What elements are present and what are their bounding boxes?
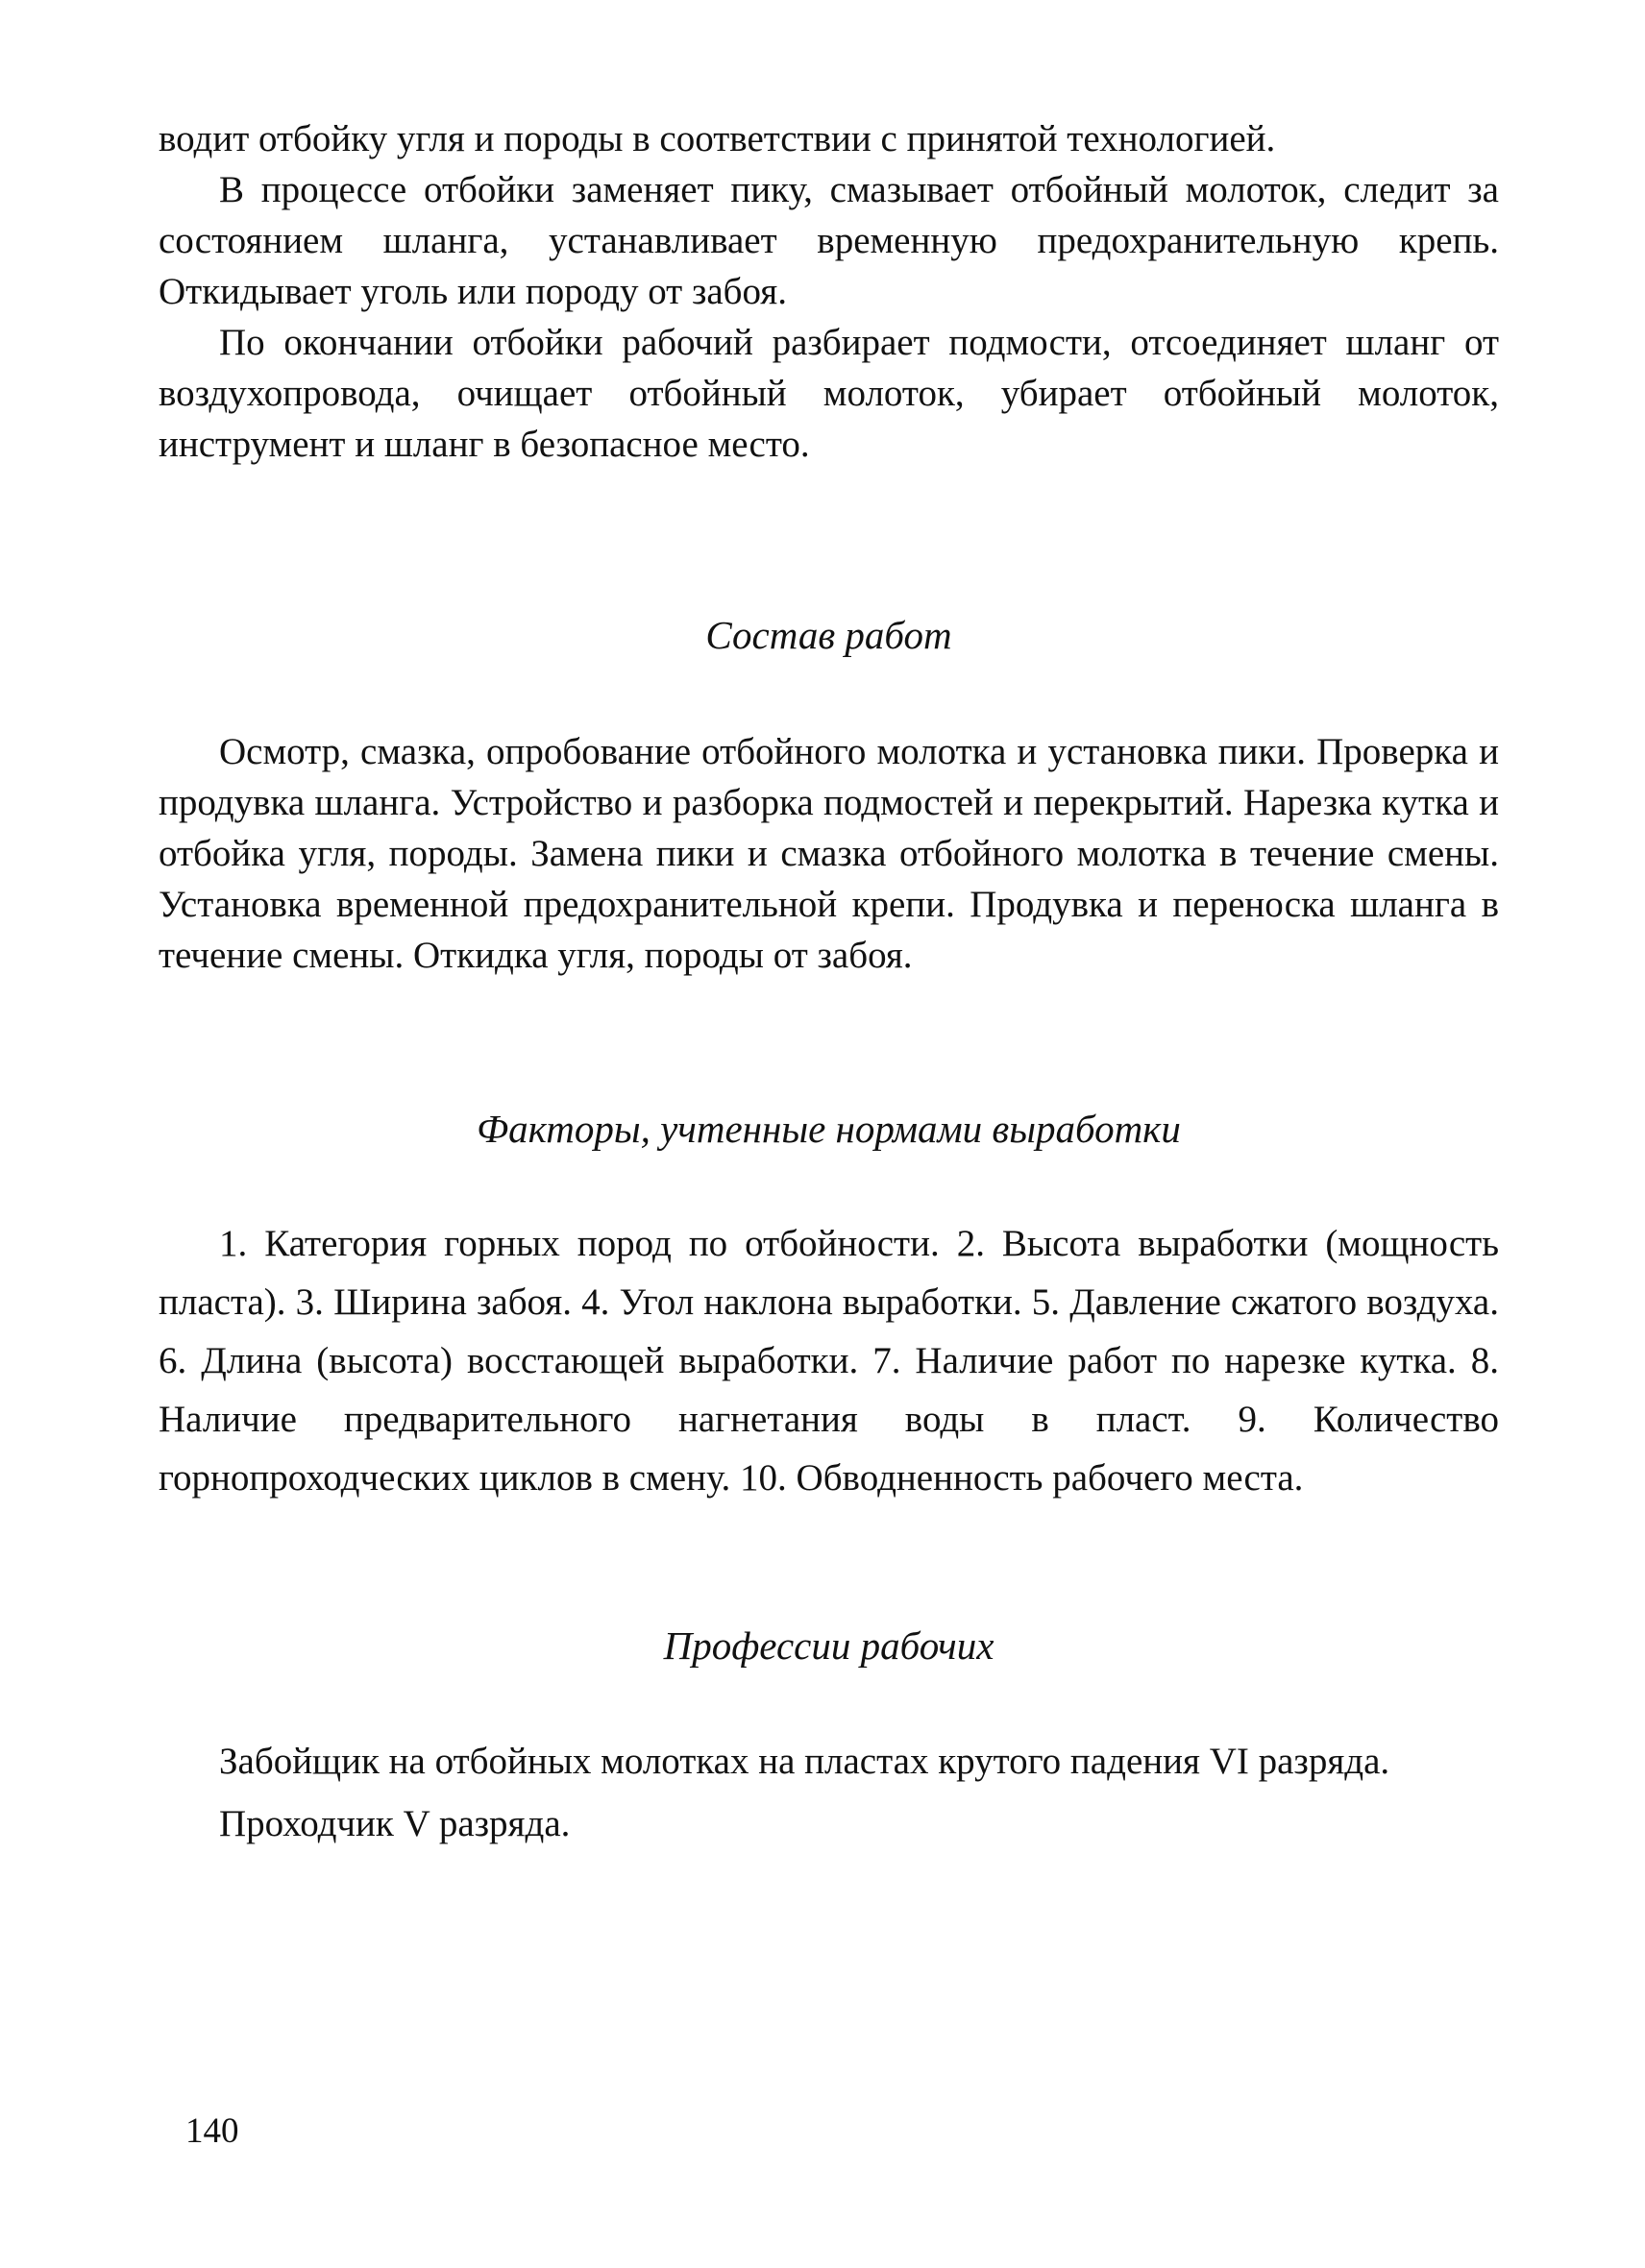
profession-item-miner: Забойщик на отбойных молотках на пластах крутого падения VI разряда.: [219, 1741, 1390, 1782]
paragraph-composition: Осмотр, смазка, опробование отбойного молотка и установка пики. Проверка и продувка шланга. Устройство и разборка подмостей и перекрытий. Нарезка кутка и отбойка угля, породы. Замена пики и смазка отбойного молотка в течение смены. Установка временной предохранительной крепи. Продувка и переноска шланга в течение смены. Откидка угля, породы от забоя.: [159, 731, 1499, 976]
paragraph-hammer-maintenance: В процессе отбойки заменяет пику, смазывает отбойный молоток, следит за состоянием шланга, устанавливает временную предохранительную крепь. Откидывает уголь или породу от забоя.: [159, 169, 1499, 312]
heading-factors: Факторы, учтенные нормами выработки: [477, 1107, 1181, 1151]
heading-composition: Состав работ: [705, 613, 952, 657]
paragraph-continuation: водит отбойку угля и породы в соответствии с принятой технологией.: [159, 118, 1276, 159]
page-number: 140: [185, 2111, 239, 2151]
paragraph-end-of-work: По окончании отбойки рабочий разбирает подмости, отсоединяет шланг от воздухопровода, очищает отбойный молоток, убирает отбойный молоток, инструмент и шланг в безопасное место.: [159, 322, 1499, 465]
paragraph-factors: 1. Категория горных пород по отбойности. 2. Высота выработки (мощность пласта). 3. Ширина забоя. 4. Угол наклона выработки. 5. Давление сжатого воздуха. 6. Длина (высота) восстающей выработки. 7. Наличие работ по нарезке кутка. 8. Наличие предварительного нагнетания воды в пласт. 9. Количество горнопроходческих циклов в смену. 10. Обводненность рабочего места.: [159, 1223, 1499, 1499]
profession-item-tunneler: Проходчик V разряда.: [219, 1803, 571, 1844]
heading-professions: Профессии рабочих: [663, 1623, 994, 1668]
page-body: [159, 113, 1499, 1849]
